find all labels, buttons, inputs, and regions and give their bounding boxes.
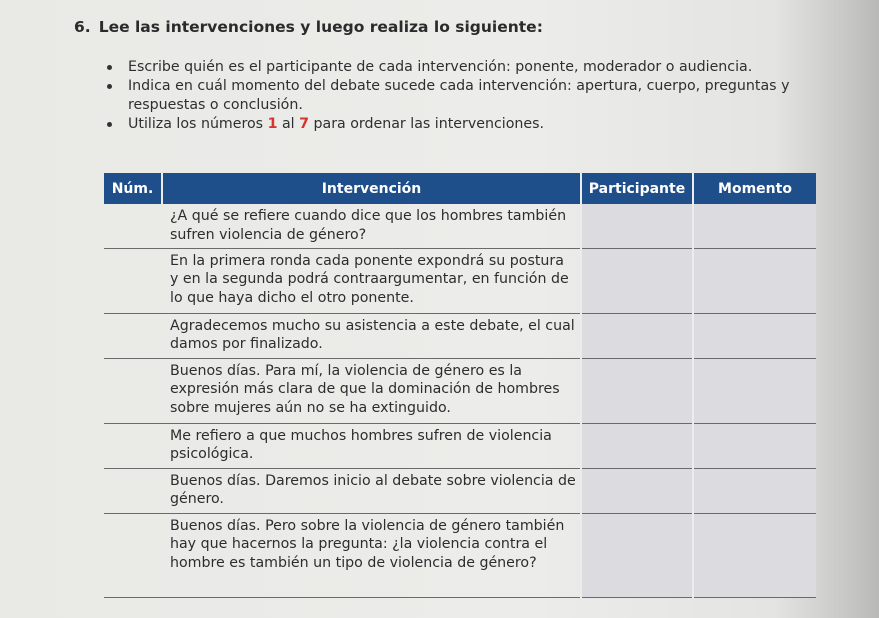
- table-row: [104, 358, 816, 423]
- instructions-list: [104, 58, 804, 134]
- moment-cell[interactable]: [693, 313, 816, 358]
- header-num: Núm.: [104, 173, 162, 204]
- instruction-item: Indica en cuál momento del debate sucede cada intervención: apertura, cuerpo, preguntas y respuestas o conclusión.: [104, 77, 804, 115]
- exercise-number: 6.: [74, 18, 91, 36]
- row-number-cell[interactable]: [104, 248, 162, 313]
- range-end-number: 7: [299, 116, 309, 132]
- moment-cell[interactable]: [693, 204, 816, 248]
- moment-cell[interactable]: [693, 358, 816, 423]
- participant-cell[interactable]: [581, 423, 693, 468]
- moment-cell[interactable]: [693, 423, 816, 468]
- table-header-row: [104, 173, 816, 204]
- intervention-text: ¿A qué se refiere cuando dice que los hombres también sufren violencia de género?: [162, 204, 581, 248]
- intervention-text: Buenos días. Pero sobre la violencia de género también hay que hacernos la pregunta: ¿la violencia contra el hombre es también un tipo de violencia de género?: [162, 513, 581, 597]
- row-number-cell[interactable]: [104, 204, 162, 248]
- instruction-item: Utiliza los números 1 al 7 para ordenar las intervenciones.: [104, 115, 804, 134]
- intervention-text: Buenos días. Daremos inicio al debate sobre violencia de género.: [162, 468, 581, 513]
- range-start-number: 1: [267, 116, 278, 132]
- participant-cell[interactable]: [581, 513, 693, 597]
- table-row: [104, 204, 816, 248]
- instruction-item: Escribe quién es el participante de cada intervención: ponente, moderador o audiencia.: [104, 58, 804, 77]
- table-row: [104, 423, 816, 468]
- intervention-text: Buenos días. Para mí, la violencia de género es la expresión más clara de que la dominación de hombres sobre mujeres aún no se ha extinguido.: [162, 358, 581, 423]
- row-number-cell[interactable]: [104, 313, 162, 358]
- participant-cell[interactable]: [581, 313, 693, 358]
- moment-cell[interactable]: [693, 248, 816, 313]
- row-number-cell[interactable]: [104, 468, 162, 513]
- table-row: [104, 513, 816, 597]
- table-row: [104, 468, 816, 513]
- exercise-heading: [74, 18, 543, 36]
- row-number-cell[interactable]: [104, 423, 162, 468]
- header-participante: Participante: [581, 173, 693, 204]
- row-number-cell[interactable]: [104, 513, 162, 597]
- intervention-text: En la primera ronda cada ponente expondrá su postura y en la segunda podrá contraargumentar, en función de lo que haya dicho el otro ponente.: [162, 248, 581, 313]
- header-intervencion: Intervención: [162, 173, 581, 204]
- intervention-text: Agradecemos mucho su asistencia a este debate, el cual damos por finalizado.: [162, 313, 581, 358]
- participant-cell[interactable]: [581, 204, 693, 248]
- exercise-title: Lee las intervenciones y luego realiza lo siguiente:: [98, 18, 543, 36]
- moment-cell[interactable]: [693, 513, 816, 597]
- moment-cell[interactable]: [693, 468, 816, 513]
- interventions-table: [104, 173, 816, 598]
- row-number-cell[interactable]: [104, 358, 162, 423]
- participant-cell[interactable]: [581, 248, 693, 313]
- table-row: [104, 313, 816, 358]
- participant-cell[interactable]: [581, 468, 693, 513]
- header-momento: Momento: [693, 173, 816, 204]
- intervention-text: Me refiero a que muchos hombres sufren de violencia psicológica.: [162, 423, 581, 468]
- table-row: [104, 248, 816, 313]
- participant-cell[interactable]: [581, 358, 693, 423]
